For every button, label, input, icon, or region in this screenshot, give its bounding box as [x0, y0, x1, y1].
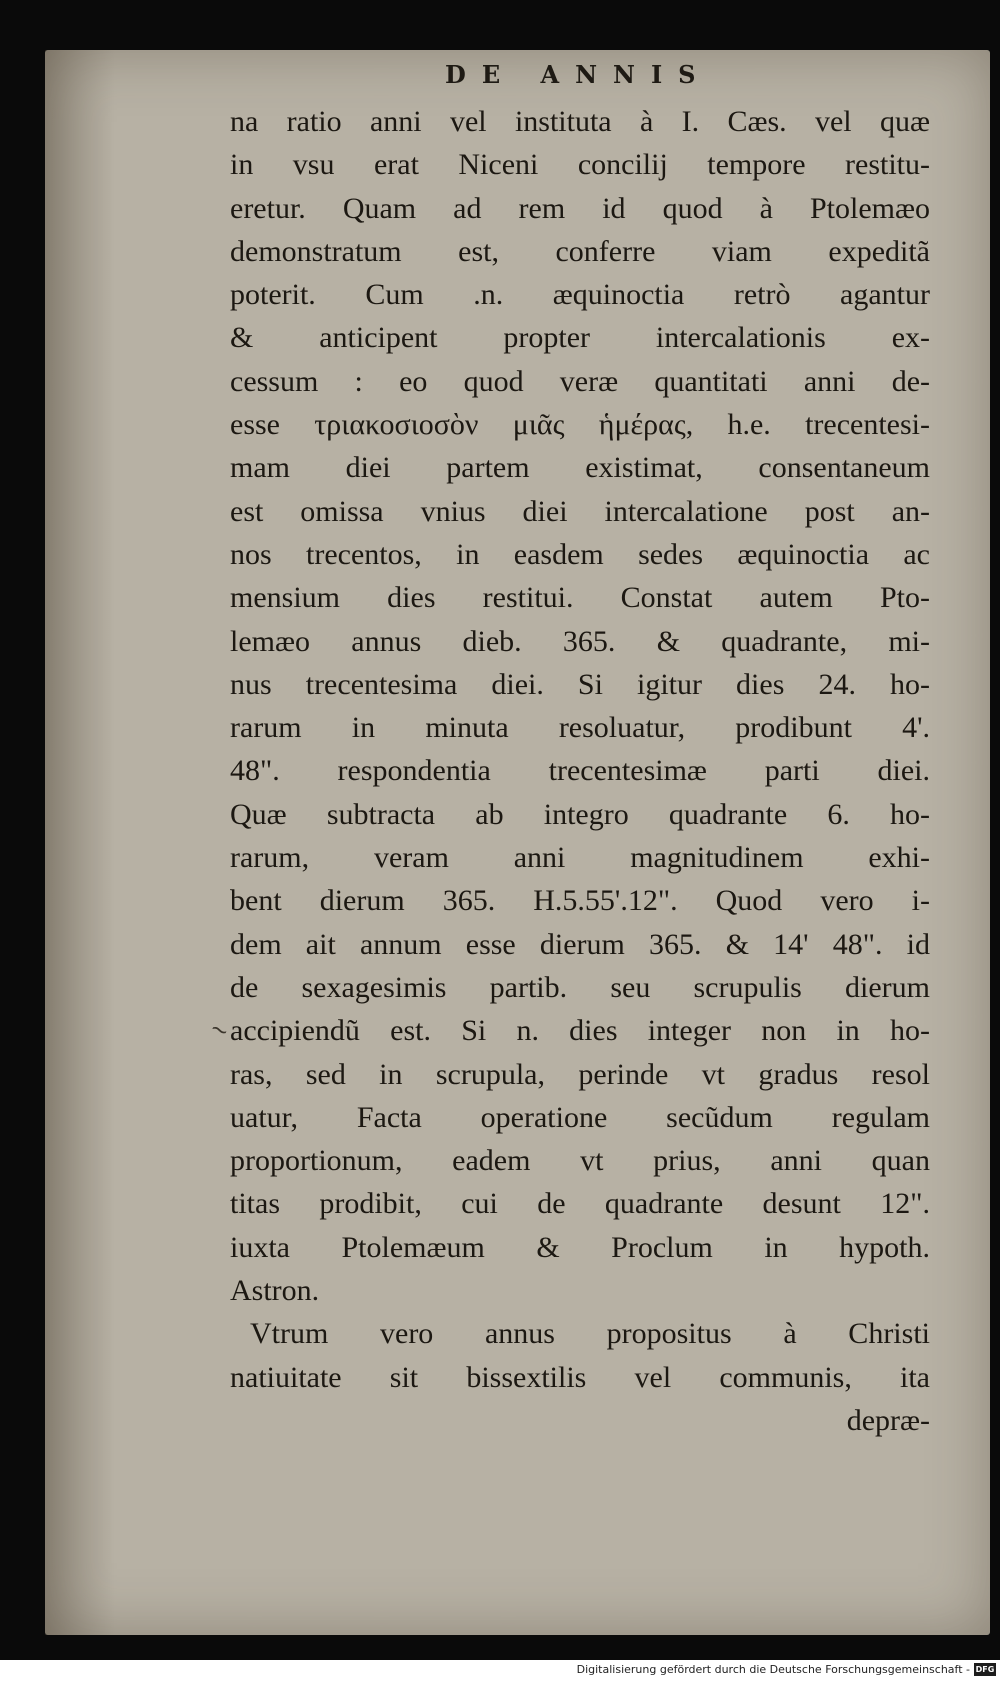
text-line: natiuitate sit bissextilis vel communis, ita — [230, 1360, 930, 1394]
text-line: poterit. Cum .n. æquinoctia retrò agantur — [230, 278, 930, 312]
text-line: eretur. Quam ad rem id quod à Ptolemæo — [230, 191, 930, 225]
text-line: iuxta Ptolemæum & Proclum in hypoth. — [230, 1230, 930, 1264]
text-line: & anticipent propter intercalationis ex- — [230, 321, 930, 355]
gutter-shadow — [45, 50, 115, 1635]
text-line: de sexagesimis partib. seu scrupulis dierum — [230, 970, 930, 1004]
text-line: uatur, Facta operatione secũdum regulam — [230, 1100, 930, 1134]
text-line: in vsu erat Niceni concilij tempore restitu- — [230, 148, 930, 182]
text-line: na ratio anni vel instituta à I. Cæs. vel quæ — [230, 105, 930, 138]
text-line: esse τριακοσιοσὸν μιᾶς ἡμέρας, h.e. trecentesi- — [230, 408, 930, 442]
text-line: rarum, veram anni magnitudinem exhi- — [230, 841, 930, 875]
running-head: DE ANNIS — [445, 60, 712, 89]
text-line: Quæ subtracta ab integro quadrante 6. ho- — [230, 797, 930, 831]
footer-bar — [0, 1660, 1000, 1681]
digitization-credit: Digitalisierung gefördert durch die Deutsche Forschungsgemeinschaft - — [576, 1663, 970, 1676]
text-line: titas prodibit, cui de quadrante desunt 12". — [230, 1187, 930, 1221]
text-line: lemæo annus dieb. 365. & quadrante, mi- — [230, 624, 930, 658]
text-line: rarum in minuta resoluatur, prodibunt 4'. — [230, 711, 930, 745]
text-line: mam diei partem existimat, consentaneum — [230, 451, 930, 485]
catchword: depræ- — [846, 1403, 930, 1437]
text-line: 48". respondentia trecentesimæ parti diei. — [230, 754, 930, 788]
text-line: nos trecentos, in easdem sedes æquinoctia ac — [230, 537, 930, 571]
text-line: dem ait annum esse dierum 365. & 14' 48". id — [230, 927, 930, 961]
text-line: accipiendũ est. Si n. dies integer non in ho- — [230, 1014, 930, 1048]
text-line: proportionum, eadem vt prius, anni quan — [230, 1144, 930, 1178]
margin-mark: ~ — [205, 1015, 233, 1046]
text-line: Astron. — [230, 1274, 320, 1308]
text-line: cessum : eo quod veræ quantitati anni de- — [230, 364, 930, 398]
dfg-logo: DFG — [975, 1665, 995, 1674]
text-line: mensium dies restitui. Constat autem Pto- — [230, 581, 930, 615]
page-text — [230, 100, 930, 1442]
text-line: bent dierum 365. H.5.55'.12". Quod vero i- — [230, 884, 930, 918]
text-line: ras, sed in scrupula, perinde vt gradus resol — [230, 1057, 930, 1091]
text-line: nus trecentesima diei. Si igitur dies 24. ho- — [230, 667, 930, 701]
text-line: Vtrum vero annus propositus à Christi — [250, 1317, 930, 1351]
text-line: demonstratum est, conferre viam expeditã — [230, 234, 930, 268]
text-line: est omissa vnius diei intercalatione post an- — [230, 494, 930, 528]
